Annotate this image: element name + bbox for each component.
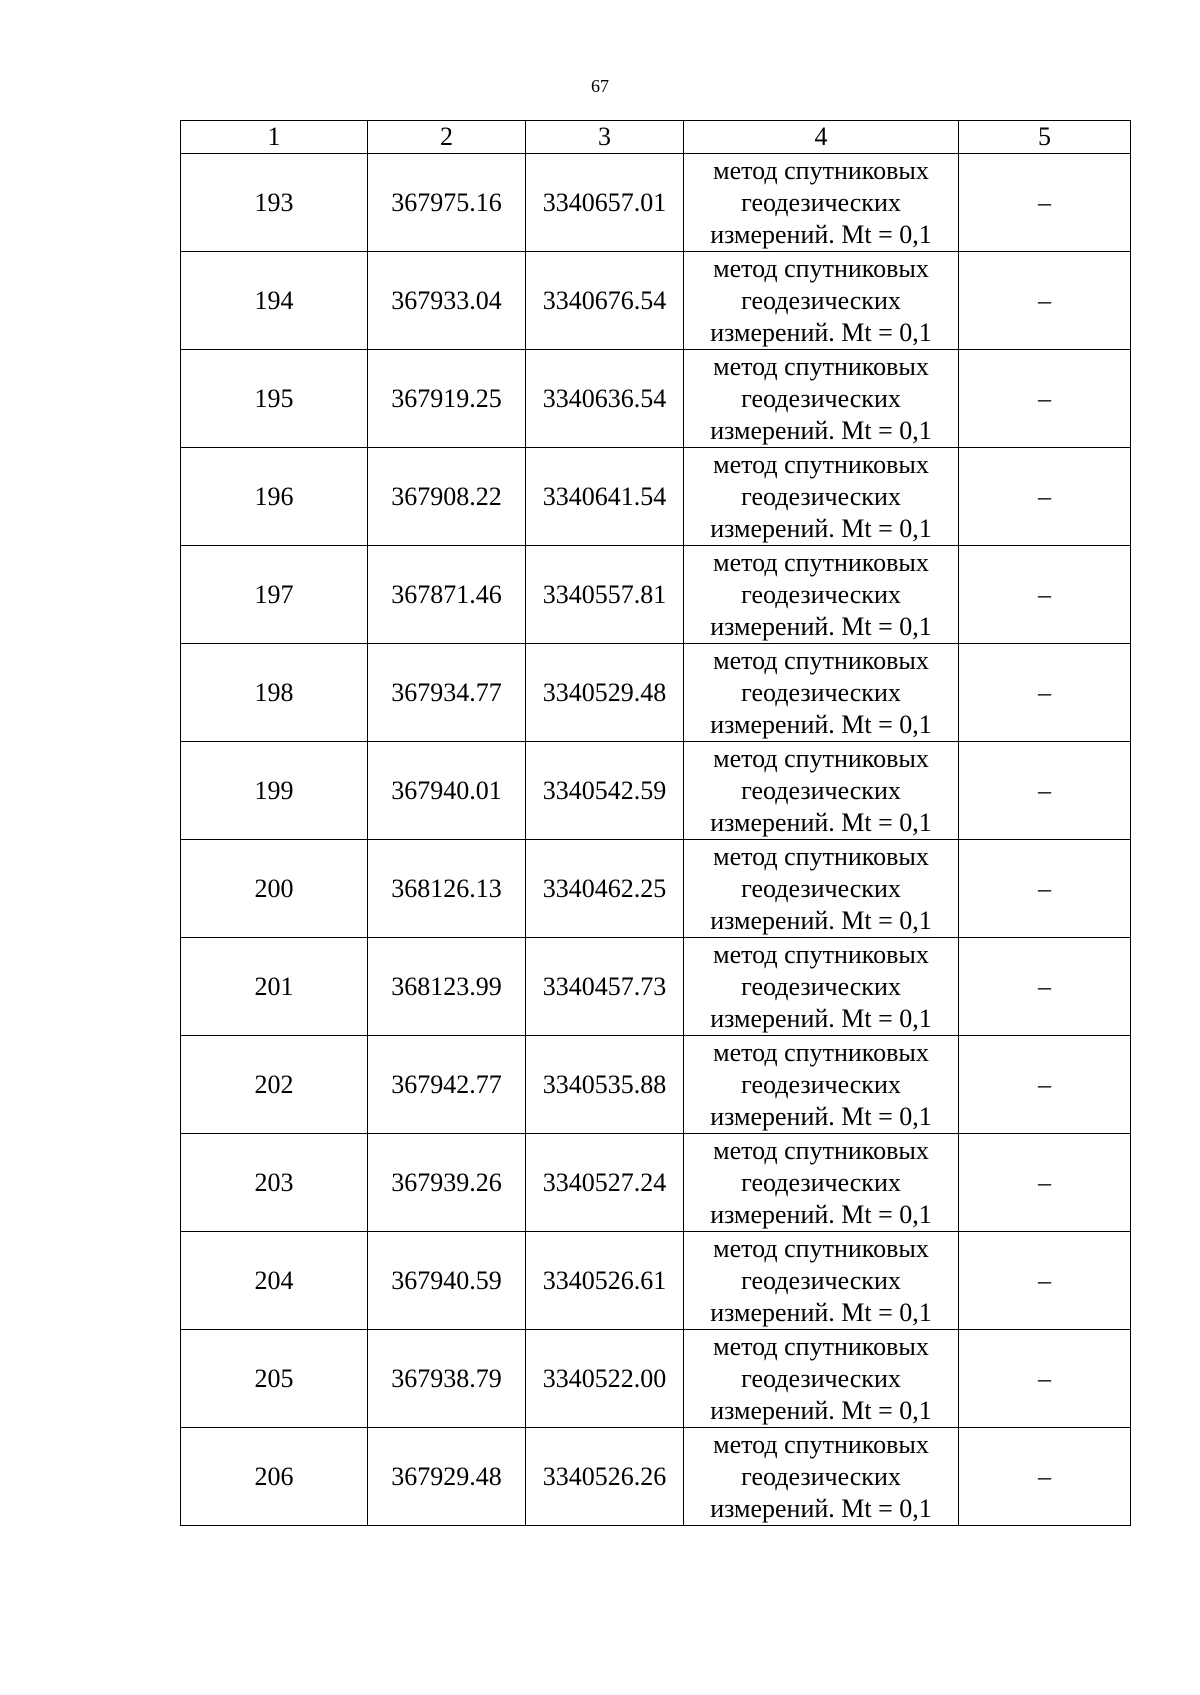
x-coordinate-cell: 367938.79 (368, 1330, 526, 1428)
point-number-cell: 202 (181, 1036, 368, 1134)
method-line: измерений. Mt = 0,1 (710, 1101, 932, 1131)
point-number-cell: 206 (181, 1428, 368, 1526)
note-cell: – (959, 154, 1131, 252)
point-number-cell: 196 (181, 448, 368, 546)
method-line: геодезических (741, 481, 901, 511)
table-row (181, 1036, 1131, 1134)
point-number-cell: 204 (181, 1232, 368, 1330)
header-cell-2: 2 (368, 121, 526, 154)
x-coordinate-cell: 367908.22 (368, 448, 526, 546)
method-line: метод спутниковых (713, 939, 929, 969)
method-line: измерений. Mt = 0,1 (710, 1297, 932, 1327)
method-line: измерений. Mt = 0,1 (710, 1003, 932, 1033)
point-number-cell: 193 (181, 154, 368, 252)
note-cell: – (959, 350, 1131, 448)
method-line: метод спутниковых (713, 351, 929, 381)
note-cell: – (959, 644, 1131, 742)
note-cell: – (959, 252, 1131, 350)
x-coordinate-cell: 367933.04 (368, 252, 526, 350)
method-cell (684, 546, 959, 644)
note-cell: – (959, 546, 1131, 644)
page-number: 67 (591, 76, 609, 96)
x-coordinate-cell: 367939.26 (368, 1134, 526, 1232)
method-line: геодезических (741, 383, 901, 413)
method-line: геодезических (741, 579, 901, 609)
method-line: измерений. Mt = 0,1 (710, 1395, 932, 1425)
method-cell (684, 938, 959, 1036)
method-line: геодезических (741, 1461, 901, 1491)
point-number-cell: 194 (181, 252, 368, 350)
method-cell (684, 1036, 959, 1134)
table-row (181, 1428, 1131, 1526)
method-cell (684, 252, 959, 350)
point-number-cell: 200 (181, 840, 368, 938)
header-cell-3: 3 (526, 121, 684, 154)
header-row (181, 121, 1131, 154)
note-cell: – (959, 1428, 1131, 1526)
x-coordinate-cell: 368126.13 (368, 840, 526, 938)
method-line: измерений. Mt = 0,1 (710, 709, 932, 739)
method-line: измерений. Mt = 0,1 (710, 905, 932, 935)
method-line: метод спутниковых (713, 1037, 929, 1067)
note-cell: – (959, 1134, 1131, 1232)
y-coordinate-cell: 3340641.54 (526, 448, 684, 546)
point-number-cell: 205 (181, 1330, 368, 1428)
table-row (181, 840, 1131, 938)
method-line: геодезических (741, 1363, 901, 1393)
y-coordinate-cell: 3340462.25 (526, 840, 684, 938)
point-number-cell: 201 (181, 938, 368, 1036)
table-row (181, 644, 1131, 742)
coordinates-table (180, 120, 1131, 1526)
table-row (181, 154, 1131, 252)
method-cell (684, 742, 959, 840)
method-line: измерений. Mt = 0,1 (710, 317, 932, 347)
method-line: измерений. Mt = 0,1 (710, 415, 932, 445)
note-cell: – (959, 840, 1131, 938)
method-cell (684, 1428, 959, 1526)
table-row (181, 1330, 1131, 1428)
header-cell-5: 5 (959, 121, 1131, 154)
method-line: измерений. Mt = 0,1 (710, 219, 932, 249)
header-cell-1: 1 (181, 121, 368, 154)
point-number-cell: 203 (181, 1134, 368, 1232)
y-coordinate-cell: 3340636.54 (526, 350, 684, 448)
x-coordinate-cell: 367929.48 (368, 1428, 526, 1526)
y-coordinate-cell: 3340542.59 (526, 742, 684, 840)
method-line: метод спутниковых (713, 155, 929, 185)
note-cell: – (959, 448, 1131, 546)
method-line: метод спутниковых (713, 449, 929, 479)
method-line: метод спутниковых (713, 743, 929, 773)
method-line: геодезических (741, 873, 901, 903)
y-coordinate-cell: 3340527.24 (526, 1134, 684, 1232)
x-coordinate-cell: 367934.77 (368, 644, 526, 742)
y-coordinate-cell: 3340526.61 (526, 1232, 684, 1330)
table-row (181, 252, 1131, 350)
table-row (181, 742, 1131, 840)
method-line: измерений. Mt = 0,1 (710, 1493, 932, 1523)
x-coordinate-cell: 367940.01 (368, 742, 526, 840)
point-number-cell: 197 (181, 546, 368, 644)
point-number-cell: 199 (181, 742, 368, 840)
method-cell (684, 1134, 959, 1232)
method-cell (684, 350, 959, 448)
table-row (181, 546, 1131, 644)
method-cell (684, 840, 959, 938)
x-coordinate-cell: 367919.25 (368, 350, 526, 448)
method-line: геодезических (741, 971, 901, 1001)
table-row (181, 448, 1131, 546)
method-cell (684, 154, 959, 252)
method-line: геодезических (741, 1069, 901, 1099)
table-row (181, 350, 1131, 448)
note-cell: – (959, 1232, 1131, 1330)
method-line: геодезических (741, 775, 901, 805)
note-cell: – (959, 1036, 1131, 1134)
method-line: метод спутниковых (713, 1233, 929, 1263)
y-coordinate-cell: 3340657.01 (526, 154, 684, 252)
method-line: метод спутниковых (713, 547, 929, 577)
table-row (181, 938, 1131, 1036)
method-line: измерений. Mt = 0,1 (710, 611, 932, 641)
x-coordinate-cell: 367871.46 (368, 546, 526, 644)
method-line: метод спутниковых (713, 1331, 929, 1361)
y-coordinate-cell: 3340529.48 (526, 644, 684, 742)
x-coordinate-cell: 368123.99 (368, 938, 526, 1036)
method-line: геодезических (741, 677, 901, 707)
note-cell: – (959, 1330, 1131, 1428)
table-row (181, 1134, 1131, 1232)
method-line: метод спутниковых (713, 841, 929, 871)
y-coordinate-cell: 3340676.54 (526, 252, 684, 350)
method-line: геодезических (741, 187, 901, 217)
y-coordinate-cell: 3340522.00 (526, 1330, 684, 1428)
x-coordinate-cell: 367942.77 (368, 1036, 526, 1134)
y-coordinate-cell: 3340535.88 (526, 1036, 684, 1134)
method-line: измерений. Mt = 0,1 (710, 513, 932, 543)
header-cell-4: 4 (684, 121, 959, 154)
y-coordinate-cell: 3340526.26 (526, 1428, 684, 1526)
method-line: метод спутниковых (713, 1429, 929, 1459)
method-line: метод спутниковых (713, 645, 929, 675)
method-cell (684, 644, 959, 742)
point-number-cell: 195 (181, 350, 368, 448)
x-coordinate-cell: 367940.59 (368, 1232, 526, 1330)
point-number-cell: 198 (181, 644, 368, 742)
method-cell (684, 448, 959, 546)
x-coordinate-cell: 367975.16 (368, 154, 526, 252)
method-line: геодезических (741, 285, 901, 315)
method-line: геодезических (741, 1167, 901, 1197)
y-coordinate-cell: 3340457.73 (526, 938, 684, 1036)
method-line: измерений. Mt = 0,1 (710, 1199, 932, 1229)
table-header (181, 121, 1131, 154)
method-line: измерений. Mt = 0,1 (710, 807, 932, 837)
method-line: геодезических (741, 1265, 901, 1295)
method-cell (684, 1330, 959, 1428)
table-row (181, 1232, 1131, 1330)
method-line: метод спутниковых (713, 1135, 929, 1165)
method-cell (684, 1232, 959, 1330)
table-body (181, 154, 1131, 1526)
method-line: метод спутниковых (713, 253, 929, 283)
y-coordinate-cell: 3340557.81 (526, 546, 684, 644)
note-cell: – (959, 938, 1131, 1036)
note-cell: – (959, 742, 1131, 840)
